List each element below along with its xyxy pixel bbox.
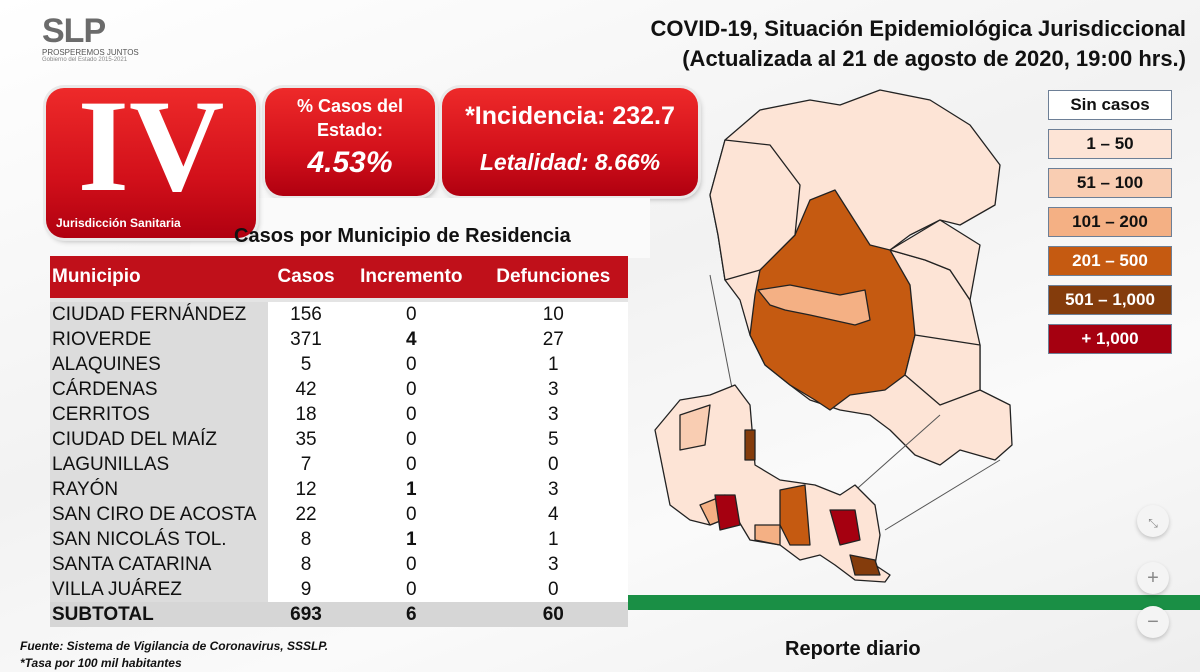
defunciones-cell: 0 <box>479 577 628 602</box>
column-header: Casos <box>268 256 344 300</box>
table-row <box>50 402 628 427</box>
table-row <box>50 452 628 477</box>
casos-cell: 35 <box>268 427 344 452</box>
municipio-cell: SAN CIRO DE ACOSTA <box>50 502 268 527</box>
defunciones-cell: 10 <box>479 300 628 327</box>
page-title <box>651 14 1186 74</box>
map-region <box>715 495 740 530</box>
compress-icon: ⤡ <box>1148 516 1158 530</box>
slp-logo <box>42 14 152 63</box>
pct-label-1: % Casos del <box>296 96 404 116</box>
table-row <box>50 427 628 452</box>
jurisdiction-label: Jurisdicción Sanitaria <box>56 216 181 230</box>
lethality-value: Letalidad: 8.66% <box>479 149 661 175</box>
table-row <box>50 502 628 527</box>
jurisdiction-map <box>640 85 1040 595</box>
pct-label-2: Estado: <box>316 120 383 140</box>
municipio-cell: VILLA JUÁREZ <box>50 577 268 602</box>
municipio-cell: ALAQUINES <box>50 352 268 377</box>
footnotes <box>20 638 328 672</box>
table-row <box>50 327 628 352</box>
municipio-cell: CÁRDENAS <box>50 377 268 402</box>
casos-cell: 9 <box>268 577 344 602</box>
municipio-cell: CERRITOS <box>50 402 268 427</box>
casos-cell: 693 <box>268 602 344 627</box>
incremento-cell: 0 <box>344 377 479 402</box>
municipio-cell: SUBTOTAL <box>50 602 268 627</box>
incremento-cell: 4 <box>344 327 479 352</box>
incidence-value: *Incidencia: 232.7 <box>465 102 675 130</box>
casos-cell: 8 <box>268 527 344 552</box>
incremento-cell: 0 <box>344 352 479 377</box>
defunciones-cell: 5 <box>479 427 628 452</box>
logo-tagline: PROSPEREMOS JUNTOS <box>42 48 139 57</box>
table-title: Casos por Municipio de Residencia <box>234 225 571 247</box>
logo-subline: Gobierno del Estado 2015-2021 <box>42 57 128 63</box>
zoom-in-button[interactable] <box>1137 562 1169 594</box>
table-row <box>50 527 628 552</box>
incremento-cell: 6 <box>344 602 479 627</box>
jurisdiction-numeral: IV <box>77 72 225 219</box>
casos-cell: 156 <box>268 300 344 327</box>
minus-icon: − <box>1147 611 1159 633</box>
table-row <box>50 352 628 377</box>
incremento-cell: 0 <box>344 552 479 577</box>
defunciones-cell: 3 <box>479 402 628 427</box>
cases-table <box>50 256 628 627</box>
incremento-cell: 1 <box>344 527 479 552</box>
casos-cell: 22 <box>268 502 344 527</box>
defunciones-cell: 3 <box>479 477 628 502</box>
table-row <box>50 577 628 602</box>
municipio-cell: SAN NICOLÁS TOL. <box>50 527 268 552</box>
rate-note: *Tasa por 100 mil habitantes <box>20 656 182 670</box>
table-row <box>50 477 628 502</box>
logo-mark: SLP <box>42 12 106 50</box>
footer-label: Reporte diario <box>785 638 921 660</box>
municipio-cell: SANTA CATARINA <box>50 552 268 577</box>
casos-cell: 12 <box>268 477 344 502</box>
legend-item: 501 – 1,000 <box>1048 285 1172 315</box>
casos-cell: 5 <box>268 352 344 377</box>
defunciones-cell: 4 <box>479 502 628 527</box>
casos-cell: 18 <box>268 402 344 427</box>
zoom-out-button[interactable] <box>1137 606 1169 638</box>
legend-item: Sin casos <box>1048 90 1172 120</box>
jurisdiction-badge <box>46 72 256 238</box>
municipio-cell: RAYÓN <box>50 477 268 502</box>
plus-icon: + <box>1147 567 1159 589</box>
percent-cases-box <box>265 88 435 196</box>
column-header: Defunciones <box>479 256 628 300</box>
defunciones-cell: 60 <box>479 602 628 627</box>
table-row <box>50 377 628 402</box>
legend-item: 1 – 50 <box>1048 129 1172 159</box>
legend-item: + 1,000 <box>1048 324 1172 354</box>
connector-line <box>885 460 1000 530</box>
incremento-cell: 1 <box>344 477 479 502</box>
title-line-2: (Actualizada al 21 de agosto de 2020, 19:00 hrs.) <box>682 46 1186 71</box>
table-row <box>50 300 628 327</box>
municipio-cell: CIUDAD DEL MAÍZ <box>50 427 268 452</box>
table-row <box>50 552 628 577</box>
incremento-cell: 0 <box>344 427 479 452</box>
map-region <box>745 430 755 460</box>
defunciones-cell: 3 <box>479 377 628 402</box>
green-divider <box>628 595 1200 610</box>
defunciones-cell: 27 <box>479 327 628 352</box>
casos-cell: 42 <box>268 377 344 402</box>
column-header: Incremento <box>344 256 479 300</box>
map-legend <box>1048 90 1172 363</box>
casos-cell: 7 <box>268 452 344 477</box>
column-header: Municipio <box>50 256 268 300</box>
legend-item: 101 – 200 <box>1048 207 1172 237</box>
source-note: Fuente: Sistema de Vigilancia de Coronavirus, SSSLP. <box>20 639 329 653</box>
subtotal-row <box>50 602 628 627</box>
defunciones-cell: 0 <box>479 452 628 477</box>
defunciones-cell: 3 <box>479 552 628 577</box>
incremento-cell: 0 <box>344 402 479 427</box>
municipio-cell: LAGUNILLAS <box>50 452 268 477</box>
defunciones-cell: 1 <box>479 352 628 377</box>
incremento-cell: 0 <box>344 452 479 477</box>
municipio-cell: CIUDAD FERNÁNDEZ <box>50 300 268 327</box>
incremento-cell: 0 <box>344 300 479 327</box>
fit-view-button[interactable] <box>1137 505 1169 537</box>
title-line-1: COVID-19, Situación Epidemiológica Jurisdiccional <box>650 16 1186 41</box>
municipio-cell: RIOVERDE <box>50 327 268 352</box>
casos-cell: 8 <box>268 552 344 577</box>
legend-item: 51 – 100 <box>1048 168 1172 198</box>
incremento-cell: 0 <box>344 577 479 602</box>
casos-cell: 371 <box>268 327 344 352</box>
defunciones-cell: 1 <box>479 527 628 552</box>
incremento-cell: 0 <box>344 502 479 527</box>
pct-value: 4.53% <box>307 146 393 179</box>
legend-item: 201 – 500 <box>1048 246 1172 276</box>
